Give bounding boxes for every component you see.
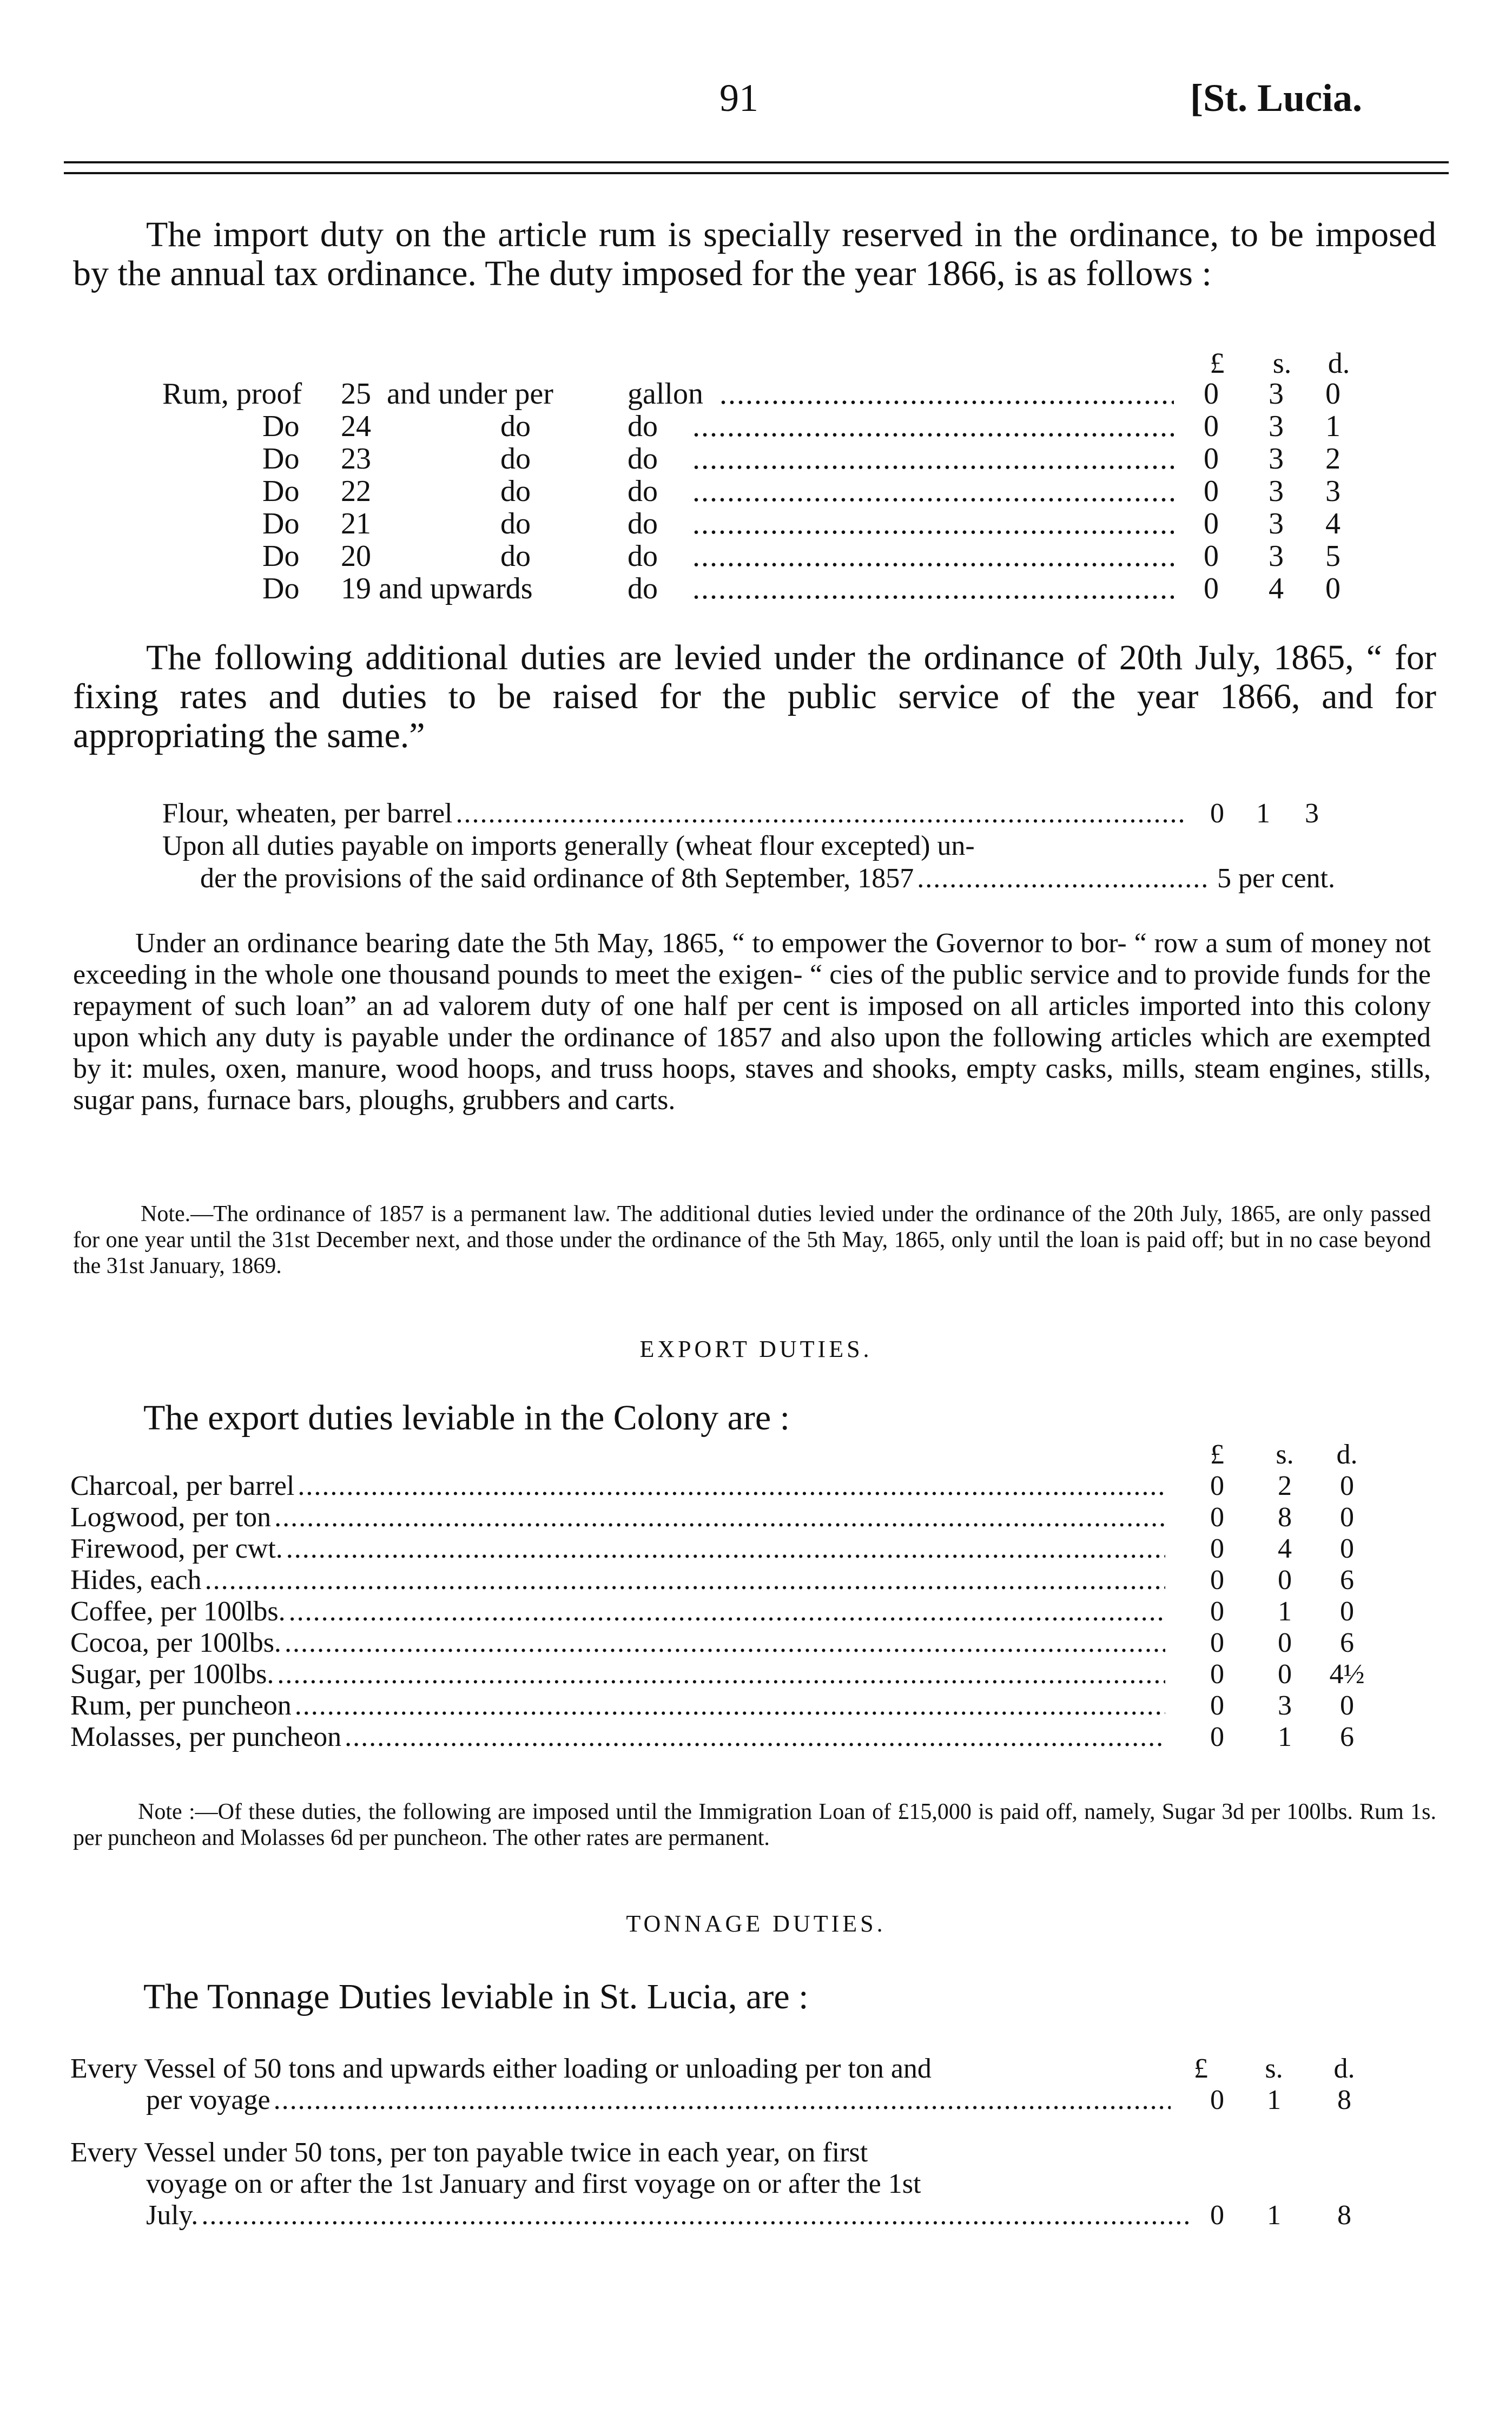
- row-shillings: 1: [1278, 1722, 1292, 1752]
- tonnage-row1-line2: [146, 2085, 1174, 2116]
- row-label: Do: [262, 442, 300, 476]
- export-duties-note: Note :—Of these duties, the following are imposed until the Immigration Loan of £15,000 is paid off, namely, Sugar 3d per 100lbs. Rum 1s. per puncheon and Molasses 6d per puncheon. The other rates are permanent.: [73, 1799, 1436, 1850]
- table-row: [0, 572, 1512, 605]
- row-shillings: 3: [1269, 377, 1284, 411]
- tonnage-pound-header: £: [1194, 2053, 1208, 2084]
- flour-duty-line: [162, 798, 1190, 829]
- row-unit: do: [628, 507, 658, 540]
- table-row: [70, 1565, 1168, 1596]
- row-label: Do: [262, 539, 300, 573]
- leader-dots: [719, 378, 1174, 410]
- row-shillings: 3: [1269, 539, 1284, 573]
- row-label: Logwood, per ton: [70, 1502, 272, 1533]
- table-row: [0, 507, 1512, 540]
- row-pounds: 0: [1204, 377, 1219, 411]
- row-pounds: 0: [1210, 1471, 1224, 1501]
- row-label: Rum, per puncheon: [70, 1690, 292, 1721]
- row-pounds: 0: [1204, 442, 1219, 476]
- row-degree: 22: [341, 474, 371, 508]
- row-pounds: 0: [1210, 1565, 1224, 1596]
- row-pounds: 0: [1204, 474, 1219, 508]
- row-pence: 0: [1325, 377, 1341, 411]
- leader-dots: [692, 443, 1174, 475]
- row-label: Rum, proof: [162, 377, 302, 411]
- row-shillings: 3: [1269, 410, 1284, 443]
- flour-label: Flour, wheaten, per barrel: [162, 798, 453, 829]
- tonnage-row2-pounds: 0: [1210, 2200, 1224, 2231]
- table-row: [0, 410, 1512, 443]
- row-qualifier: do: [500, 539, 531, 573]
- row-shillings: 0: [1278, 1627, 1292, 1658]
- row-degree: 21: [341, 507, 371, 540]
- row-label: Do: [262, 572, 300, 605]
- leader-dots: [286, 1533, 1165, 1565]
- table-row: [70, 1690, 1168, 1722]
- row-pence: 4: [1325, 507, 1341, 540]
- row-pence: 6: [1340, 1722, 1354, 1752]
- row-label: Molasses, per puncheon: [70, 1722, 342, 1752]
- row-pounds: 0: [1210, 1627, 1224, 1658]
- table-row: [70, 1502, 1168, 1533]
- row-unit: do: [628, 474, 658, 508]
- leader-dots: [692, 507, 1174, 540]
- imports-duty-text: der the provisions of the said ordinance of 8th September, 1857: [200, 863, 914, 894]
- export-pound-header: £: [1210, 1439, 1224, 1470]
- tonnage-duties-intro: The Tonnage Duties leviable in St. Lucia, are :: [143, 1977, 809, 2016]
- row-pence: 2: [1325, 442, 1341, 476]
- imports-duty-line-2: [200, 863, 1212, 894]
- tonnage-row1-pence: 8: [1337, 2085, 1351, 2115]
- row-pounds: 0: [1210, 1596, 1224, 1627]
- row-pounds: 0: [1204, 572, 1219, 605]
- row-shillings: 3: [1269, 442, 1284, 476]
- leader-dots: [345, 1722, 1165, 1753]
- row-degree: 23: [341, 442, 371, 476]
- row-qualifier: do: [500, 474, 531, 508]
- row-shillings: 8: [1278, 1502, 1292, 1533]
- imports-duty-line-1: Upon all duties payable on imports generally (wheat flour excepted) un-: [162, 830, 975, 861]
- row-pounds: 0: [1210, 1659, 1224, 1690]
- row-label: Sugar, per 100lbs.: [70, 1659, 274, 1690]
- tonnage-row1-shillings: 1: [1267, 2085, 1281, 2115]
- imports-duty-rate: 5 per cent.: [1217, 863, 1336, 894]
- table-row: [0, 378, 1512, 410]
- leader-dots: [692, 572, 1174, 605]
- row-pence: 0: [1340, 1502, 1354, 1533]
- row-label: Do: [262, 507, 300, 540]
- row-pence: 0: [1340, 1471, 1354, 1501]
- tonnage-shilling-header: s.: [1265, 2053, 1283, 2084]
- ordinance-note: Note.—The ordinance of 1857 is a permanent law. The additional duties levied under the ordinance of the 20th July, 1865, are only passed for one year until the 31st December next, and those under the ordinance of the 5th May, 1865, only until the loan is paid off; but in no case beyond the 31st January, 1869.: [73, 1202, 1431, 1278]
- leader-dots: [277, 1659, 1165, 1690]
- row-label: Cocoa, per 100lbs.: [70, 1627, 281, 1658]
- table-row: [70, 1659, 1168, 1690]
- export-duties-heading: EXPORT DUTIES.: [639, 1336, 873, 1362]
- row-pence: 0: [1340, 1690, 1354, 1721]
- row-unit: do: [628, 442, 658, 476]
- leader-dots: [692, 540, 1174, 572]
- row-label: Charcoal, per barrel: [70, 1471, 295, 1501]
- header-rule: [64, 161, 1449, 163]
- tonnage-pence-header: d.: [1333, 2053, 1355, 2084]
- row-pounds: 0: [1210, 1690, 1224, 1721]
- header-rule-second: [64, 172, 1449, 174]
- table-row: [70, 1533, 1168, 1565]
- table-row: [70, 1627, 1168, 1659]
- row-degree: 20: [341, 539, 371, 573]
- row-degree: 19 and upwards: [341, 572, 533, 605]
- export-duties-intro: The export duties leviable in the Colony are :: [143, 1398, 790, 1438]
- row-pence: 6: [1340, 1565, 1354, 1596]
- row-pounds: 0: [1204, 507, 1219, 540]
- tonnage-row2-line2: voyage on or after the 1st January and first voyage on or after the 1st: [146, 2168, 921, 2199]
- tonnage-row1-text: per voyage: [146, 2085, 270, 2115]
- row-pence: 0: [1340, 1533, 1354, 1564]
- leader-dots: [298, 1471, 1165, 1502]
- shilling-header: s.: [1272, 347, 1292, 379]
- leader-dots: [285, 1627, 1165, 1659]
- additional-duties-paragraph: The following additional duties are levied under the ordinance of 20th July, 1865, “ for fixing rates and duties to be raised for the public service of the year 1866, and for appropriating the same.”: [73, 638, 1436, 755]
- flour-shillings: 1: [1256, 798, 1270, 829]
- leader-dots: [274, 1502, 1165, 1533]
- row-shillings: 3: [1269, 474, 1284, 508]
- tonnage-row2-text: July.: [146, 2200, 199, 2231]
- loan-ordinance-paragraph: Under an ordinance bearing date the 5th May, 1865, “ to empower the Governor to bor- “ row a sum of money not exceeding in the whole one thousand pounds to meet the exigen- “ cies of the public service and to provide funds for the repayment of such loan” an ad valorem duty of one half per cent is imposed on all articles imported into this colony upon which any duty is payable under the ordinance of 1857 and also upon the following articles which are exempted by it: mules, oxen, manure, wood hoops, and truss hoops, staves and shooks, empty casks, mills, steam engines, stills, sugar pans, furnace bars, ploughs, grubbers and carts.: [73, 928, 1431, 1116]
- tonnage-row1-line1: Every Vessel of 50 tons and upwards either loading or unloading per ton and: [70, 2053, 932, 2084]
- table-row: [0, 540, 1512, 572]
- row-shillings: 4: [1269, 572, 1284, 605]
- row-label: Do: [262, 474, 300, 508]
- row-pence: 1: [1325, 410, 1341, 443]
- tonnage-row2-shillings: 1: [1267, 2200, 1281, 2231]
- rum-intro-paragraph: The import duty on the article rum is specially reserved in the ordinance, to be imposed by the annual tax ordinance. The duty imposed for the year 1866, is as follows :: [73, 215, 1436, 293]
- tonnage-row2-line1: Every Vessel under 50 tons, per ton payable twice in each year, on first: [70, 2137, 868, 2168]
- row-pounds: 0: [1204, 539, 1219, 573]
- leader-dots: [274, 2085, 1171, 2116]
- row-unit: do: [628, 410, 658, 443]
- leader-dots: [205, 1565, 1165, 1596]
- row-shillings: 0: [1278, 1659, 1292, 1690]
- flour-pounds: 0: [1210, 798, 1224, 829]
- row-degree: 25: [341, 377, 371, 411]
- leader-dots: [917, 863, 1209, 894]
- row-pence: 0: [1340, 1596, 1354, 1627]
- leader-dots: [295, 1690, 1165, 1722]
- row-qualifier: do: [500, 442, 531, 476]
- row-label: Do: [262, 410, 300, 443]
- row-pounds: 0: [1210, 1502, 1224, 1533]
- tonnage-duties-heading: TONNAGE DUTIES.: [626, 1910, 886, 1937]
- leader-dots: [455, 798, 1187, 829]
- row-degree: 24: [341, 410, 371, 443]
- tonnage-row1-pounds: 0: [1210, 2085, 1224, 2115]
- row-shillings: 3: [1269, 507, 1284, 540]
- row-pence: 5: [1325, 539, 1341, 573]
- row-qualifier: do: [500, 410, 531, 443]
- row-label: Hides, each: [70, 1565, 202, 1596]
- row-pounds: 0: [1204, 410, 1219, 443]
- table-row: [0, 475, 1512, 507]
- row-unit: do: [628, 539, 658, 573]
- export-pence-header: d.: [1336, 1439, 1358, 1470]
- leader-dots: [692, 475, 1174, 507]
- row-unit: gallon: [628, 377, 703, 411]
- table-row: [70, 1596, 1168, 1627]
- row-qualifier: do: [500, 507, 531, 540]
- row-label: Firewood, per cwt.: [70, 1533, 283, 1564]
- row-qualifier: and under per: [387, 377, 553, 411]
- row-pence: 4½: [1329, 1659, 1365, 1690]
- table-row: [0, 443, 1512, 475]
- row-pence: 3: [1325, 474, 1341, 508]
- row-pounds: 0: [1210, 1722, 1224, 1752]
- row-shillings: 4: [1278, 1533, 1292, 1564]
- row-shillings: 2: [1278, 1471, 1292, 1501]
- row-unit: do: [628, 572, 658, 605]
- leader-dots: [289, 1596, 1165, 1627]
- row-shillings: 3: [1278, 1690, 1292, 1721]
- row-shillings: 1: [1278, 1596, 1292, 1627]
- export-shilling-header: s.: [1276, 1439, 1294, 1470]
- pound-header: £: [1210, 347, 1225, 379]
- tonnage-row2-pence: 8: [1337, 2200, 1351, 2231]
- row-pence: 6: [1340, 1627, 1354, 1658]
- leader-dots: [692, 410, 1174, 443]
- colony-title: [St. Lucia.: [1190, 76, 1363, 120]
- page-number: 91: [719, 76, 758, 120]
- tonnage-row2-line3: [146, 2200, 1196, 2231]
- table-row: [70, 1471, 1168, 1502]
- row-pence: 0: [1325, 572, 1341, 605]
- row-label: Coffee, per 100lbs.: [70, 1596, 286, 1627]
- row-shillings: 0: [1278, 1565, 1292, 1596]
- row-pounds: 0: [1210, 1533, 1224, 1564]
- flour-pence: 3: [1305, 798, 1319, 829]
- leader-dots: [201, 2200, 1192, 2231]
- table-row: [70, 1722, 1168, 1753]
- pence-header: d.: [1328, 347, 1350, 379]
